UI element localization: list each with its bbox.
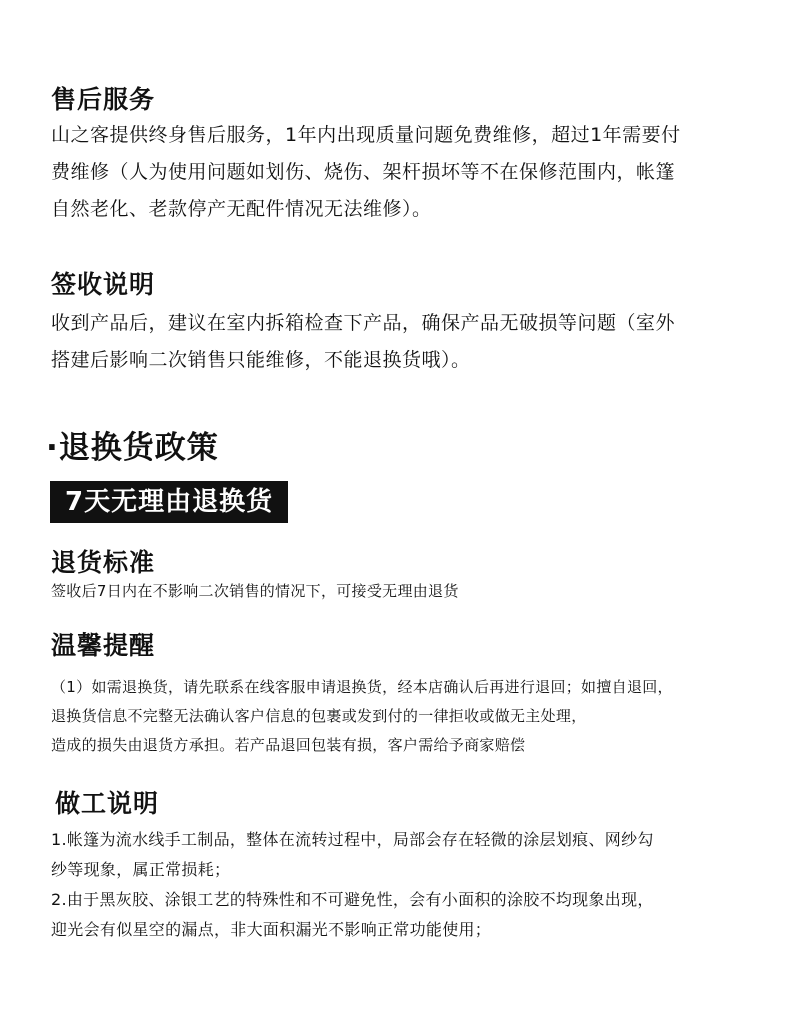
craft-line: 1.帐篷为流水线手工制品，整体在流转过程中，局部会存在轻微的涂层划痕、网纱勾 <box>51 830 654 849</box>
reminder-line: 造成的损失由退货方承担。若产品退回包装有损，客户需给予商家赔偿 <box>51 736 526 754</box>
after-sales-title: 售后服务 <box>51 85 156 114</box>
return-standard-title: 退货标准 <box>51 548 156 577</box>
reminder-text <box>51 673 673 760</box>
after-sales-line: 自然老化、老款停产无配件情况无法维修）。 <box>51 198 432 220</box>
craft-line: 纱等现象，属正常损耗； <box>51 860 231 879</box>
receipt-line: 收到产品后，建议在室内拆箱检查下产品，确保产品无破损等问题（室外 <box>51 312 676 334</box>
policy-banner: 7天无理由退换货 <box>50 481 288 523</box>
receipt-text <box>51 305 675 379</box>
reminder-title: 温馨提醒 <box>51 631 156 660</box>
receipt-line: 搭建后影响二次销售只能维修，不能退换货哦）。 <box>51 349 471 371</box>
craft-title: 做工说明 <box>55 789 160 818</box>
after-sales-line: 费维修（人为使用问题如划伤、烧伤、架杆损坏等不在保修范围内，帐篷 <box>51 161 676 183</box>
after-sales-text <box>51 117 681 228</box>
craft-line: 迎光会有似星空的漏点，非大面积漏光不影响正常功能使用； <box>51 920 492 939</box>
craft-line: 2.由于黑灰胶、涂银工艺的特殊性和不可避免性，会有小面积的涂胶不均现象出现， <box>51 890 654 909</box>
after-sales-line: 山之客提供终身售后服务，1年内出现质量问题免费维修，超过1年需要付 <box>51 124 681 146</box>
reminder-line: 退换货信息不完整无法确认客户信息的包裹或发到付的一律拒收或做无主处理， <box>51 707 587 725</box>
return-standard-text: 签收后7日内在不影响二次销售的情况下，可接受无理由退货 <box>51 582 459 600</box>
craft-text <box>51 825 654 945</box>
receipt-title: 签收说明 <box>51 270 156 299</box>
reminder-line: （1）如需退换货，请先联系在线客服申请退换货，经本店确认后再进行退回；如擅自退回， <box>51 678 673 696</box>
policy-heading: ·退换货政策 <box>46 430 219 466</box>
